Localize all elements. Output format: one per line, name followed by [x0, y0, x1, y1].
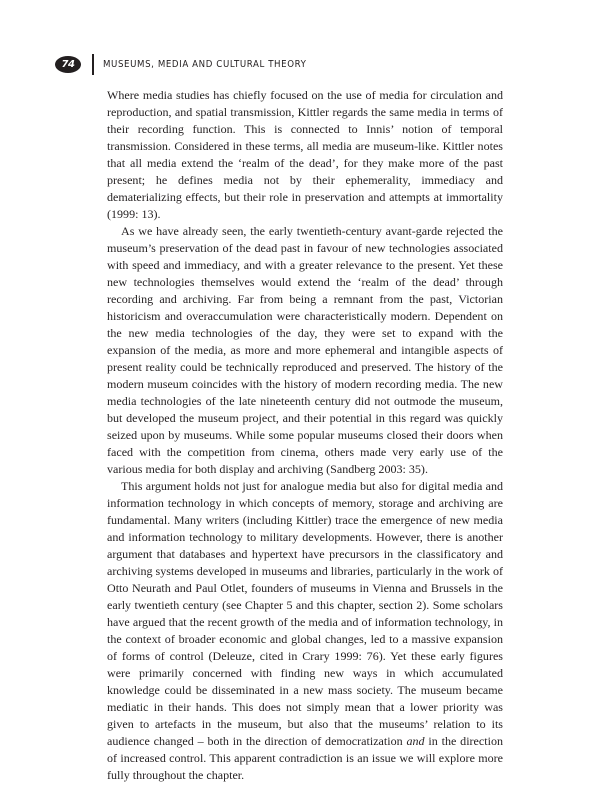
paragraph-3-text-before: This argument holds not just for analogue media but also for digital media and information technology in which concepts of memory, storage and archiving are fundamental. Many writers (including Kittler) trace the emergence of new media and information technology to military developments. However, there is another argument that databases and hypertext have precursors in the classificatory and archiving systems developed in museums and libraries, particularly in the work of Otto Neurath and Paul Otlet, founders of museums in Vienna and Brussels in the early twentieth century (see Chapter 5 and this chapter, section 2). Some scholars have argued that the recent growth of the media and of information technology, in the context of broader economic and global changes, led to a massive expansion of forms of control (Deleuze, cited in Crary 1999: 76). Yet these early figures were primarily concerned with finding new ways in which accumulated knowledge could be disseminated in a new mass society. The museum became mediatic in their hands. This does not simply mean that a lower priority was given to artefacts in the museum, but also that the museums’ relation to its audience changed – both in the direction of democratization — [107, 479, 503, 748]
body-text — [107, 87, 503, 784]
paragraph-3 — [107, 478, 503, 784]
running-head — [55, 53, 306, 75]
paragraph-1: Where media studies has chiefly focused on the use of media for circulation and reproduction, and spatial transmission, Kittler regards the same media in terms of their recording function. This is connected to Innis’ notion of temporal transmission. Considered in these terms, all media are museum-like. Kittler notes that all media extend the ‘realm of the dead’, for they make more of the past present; he defines media not by their ephemerality, immediacy and dematerializing effects, but their role in preservation and attempts at immortality (1999: 13). — [107, 88, 503, 221]
paragraph-3-text-after: in the direction of increased control. This apparent contradiction is an issue we will explore more fully throughout the chapter. — [107, 734, 503, 782]
running-title: MUSEUMS, MEDIA AND CULTURAL THEORY — [103, 58, 307, 70]
paragraph-2: As we have already seen, the early twentieth-century avant-garde rejected the museum’s preservation of the dead past in favour of new technologies associated with speed and immediacy, and with a greater relevance to the present. Yet these new technologies themselves would extend the ‘realm of the dead’ through recording and archiving. Far from being a remnant from the past, Victorian historicism and overaccumulation were characteristically modern. Dependent on the new media technologies of the day, they were set to expand with the expansion of the media, as more and more ephemeral and intangible aspects of present reality could be technically reproduced and preserved. The history of the modern museum coincides with the history of modern recording media. The new media technologies of the late nineteenth century did not outmode the museum, but developed the museum project, and their potential in this regard was quickly seized upon by museums. While some popular museums closed their doors when faced with the competition from cinema, others made very early use of the various media for both display and archiving (Sandberg 2003: 35). — [107, 224, 503, 476]
paragraph-3-emphasis: and — [406, 734, 425, 748]
header-divider — [92, 54, 94, 75]
page-number: 74 — [55, 56, 81, 73]
